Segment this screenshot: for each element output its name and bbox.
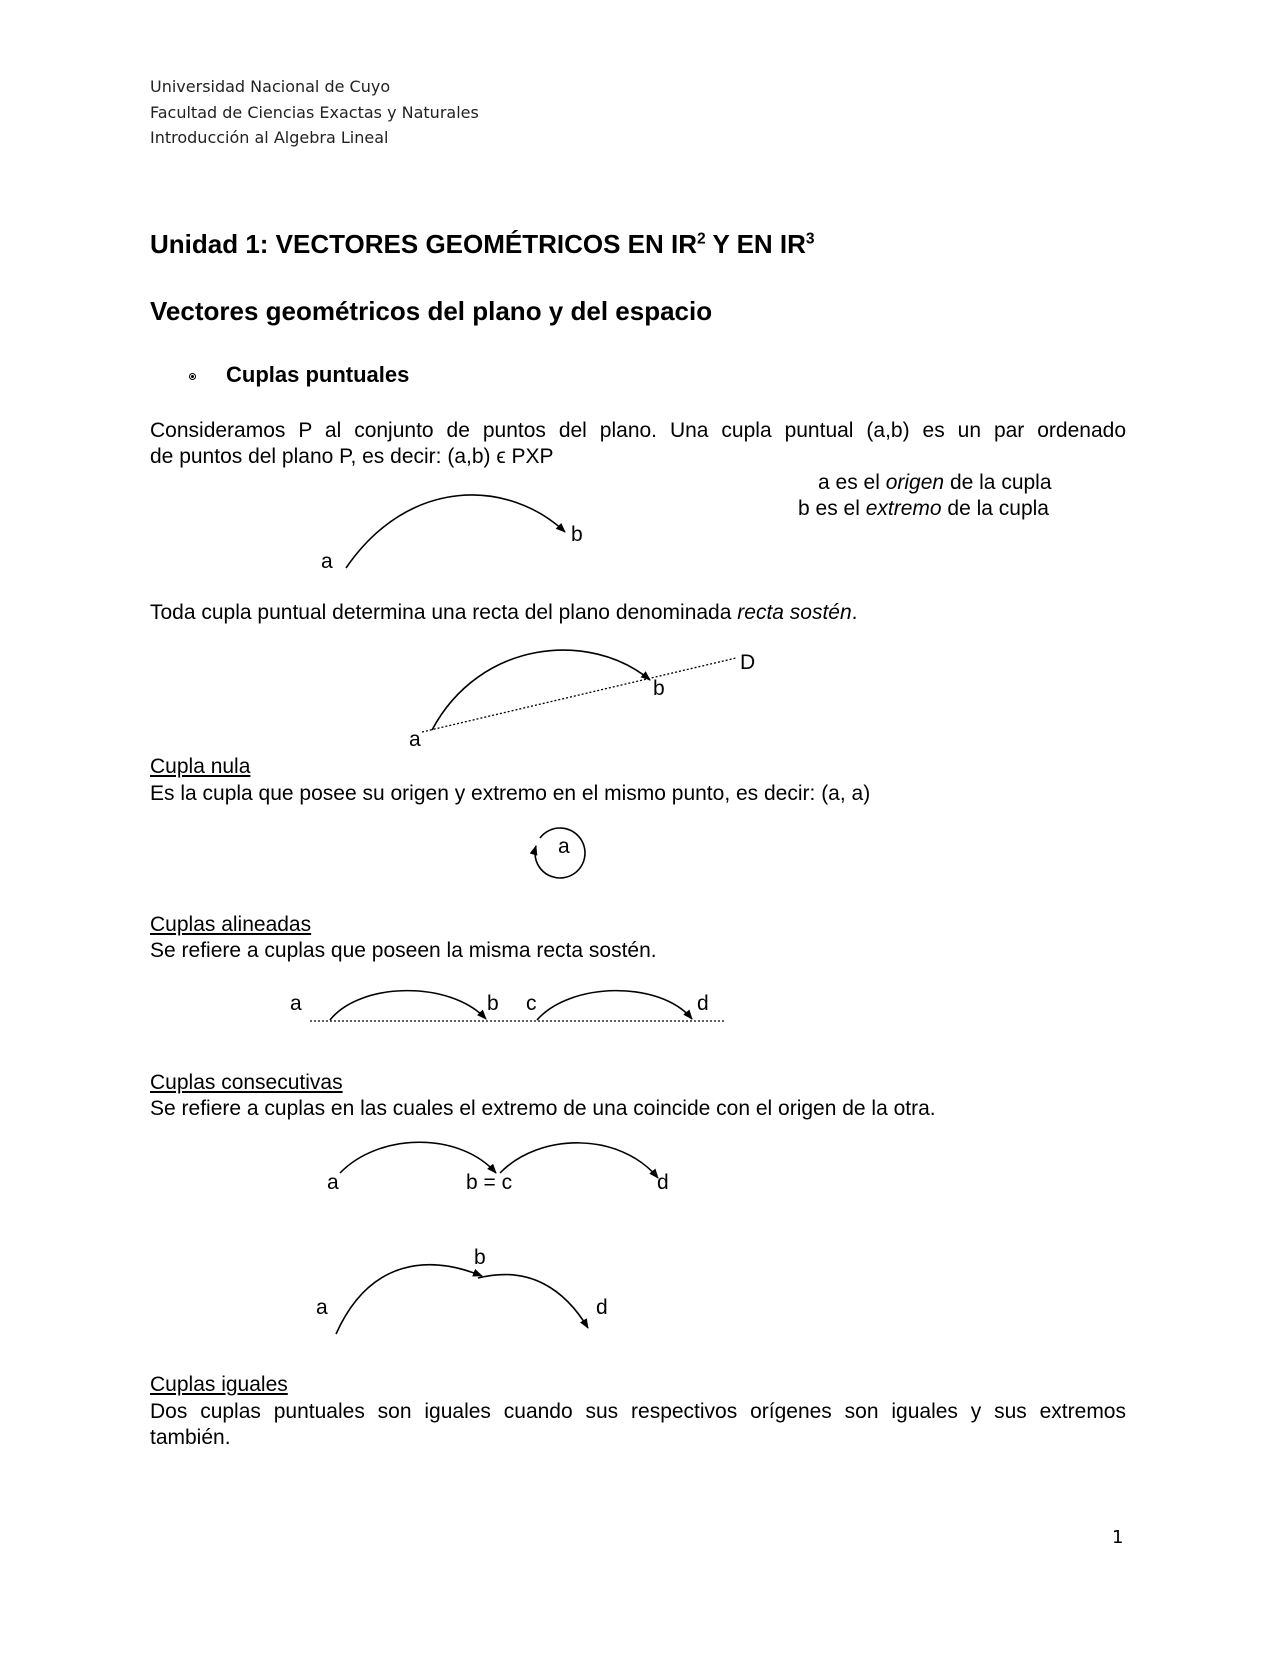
intro-line-2: de puntos del plano P, es decir: (a,b) ϵ PXP [150,445,554,468]
cuplas-consecutivas-title: Cuplas consecutivas [150,1071,343,1094]
fig4-label-c: c [526,992,537,1015]
header-university: Universidad Nacional de Cuyo [150,77,391,96]
cuplas-iguales-line-2: también. [150,1426,231,1449]
header-faculty: Facultad de Ciencias Exactas y Naturales [150,103,479,122]
fig4-label-b: b [487,992,499,1015]
fig6-label-d: d [596,1296,608,1319]
cuplas-iguales-line-1: Dos cuplas puntuales son iguales cuando sus respectivos orígenes son iguales y sus extremos [150,1400,1126,1423]
extremo-note: b es el extremo de la cupla [798,497,1049,520]
fig4-label-a: a [290,992,302,1015]
fig3-loop-arrow [535,828,585,878]
fig2-label-a: a [409,728,421,751]
fig6-label-a: a [316,1296,328,1319]
cuplas-consecutivas-text: Se refiere a cuplas en las cuales el extremo de una coincide con el origen de la otra. [150,1097,936,1120]
header-course: Introducción al Algebra Lineal [150,128,389,147]
fig4-label-d: d [697,992,709,1015]
unit-title: Unidad 1: VECTORES GEOMÉTRICOS EN $IR^2$ Y EN $IR^3$ [150,229,815,259]
fig4-arc-ab [330,991,486,1020]
cuplas-iguales-title: Cuplas iguales [150,1373,288,1396]
fig4-arc-cd [537,991,692,1020]
fig2-label-d: D [740,651,756,674]
fig1-label-a: a [321,550,333,573]
fig5-label-d: d [657,1171,669,1194]
fig5-arc-cd [500,1143,658,1178]
cuplas-alineadas-text: Se refiere a cuplas que poseen la misma recta sostén. [150,939,657,962]
fig2-arc-arrow [432,650,650,730]
fig6-arc-ab [336,1265,482,1334]
bullet-heading: Cuplas puntuales [226,362,410,387]
fig3-label-a: a [558,835,570,858]
fig5-label-bc: b = c [466,1171,513,1194]
origin-note: a es el origen de la cupla [818,471,1052,494]
fig5-arc-ab [340,1142,496,1173]
cupla-nula-title: Cupla nula [150,755,251,778]
section-title: Vectores geométricos del plano y del espacio [150,296,713,326]
fig6-arc-bd [478,1275,588,1328]
fig6-label-b: b [474,1246,486,1269]
fig5-label-a: a [327,1171,339,1194]
fig2-label-b: b [653,677,665,700]
recta-sosten-text: Toda cupla puntual determina una recta del plano denominada recta sostén. [150,601,858,624]
fig1-label-b: b [571,523,583,546]
cuplas-alineadas-title: Cuplas alineadas [150,913,312,936]
page-number: 1 [1112,1527,1124,1548]
cupla-nula-text: Es la cupla que posee su origen y extremo en el mismo punto, es decir: (a, a) [150,782,871,805]
intro-line-1: Consideramos P al conjunto de puntos del plano. Una cupla puntual (a,b) es un par ordenado [150,419,1126,442]
fig1-arc-arrow [346,495,565,568]
fig2-support-line [422,658,736,732]
